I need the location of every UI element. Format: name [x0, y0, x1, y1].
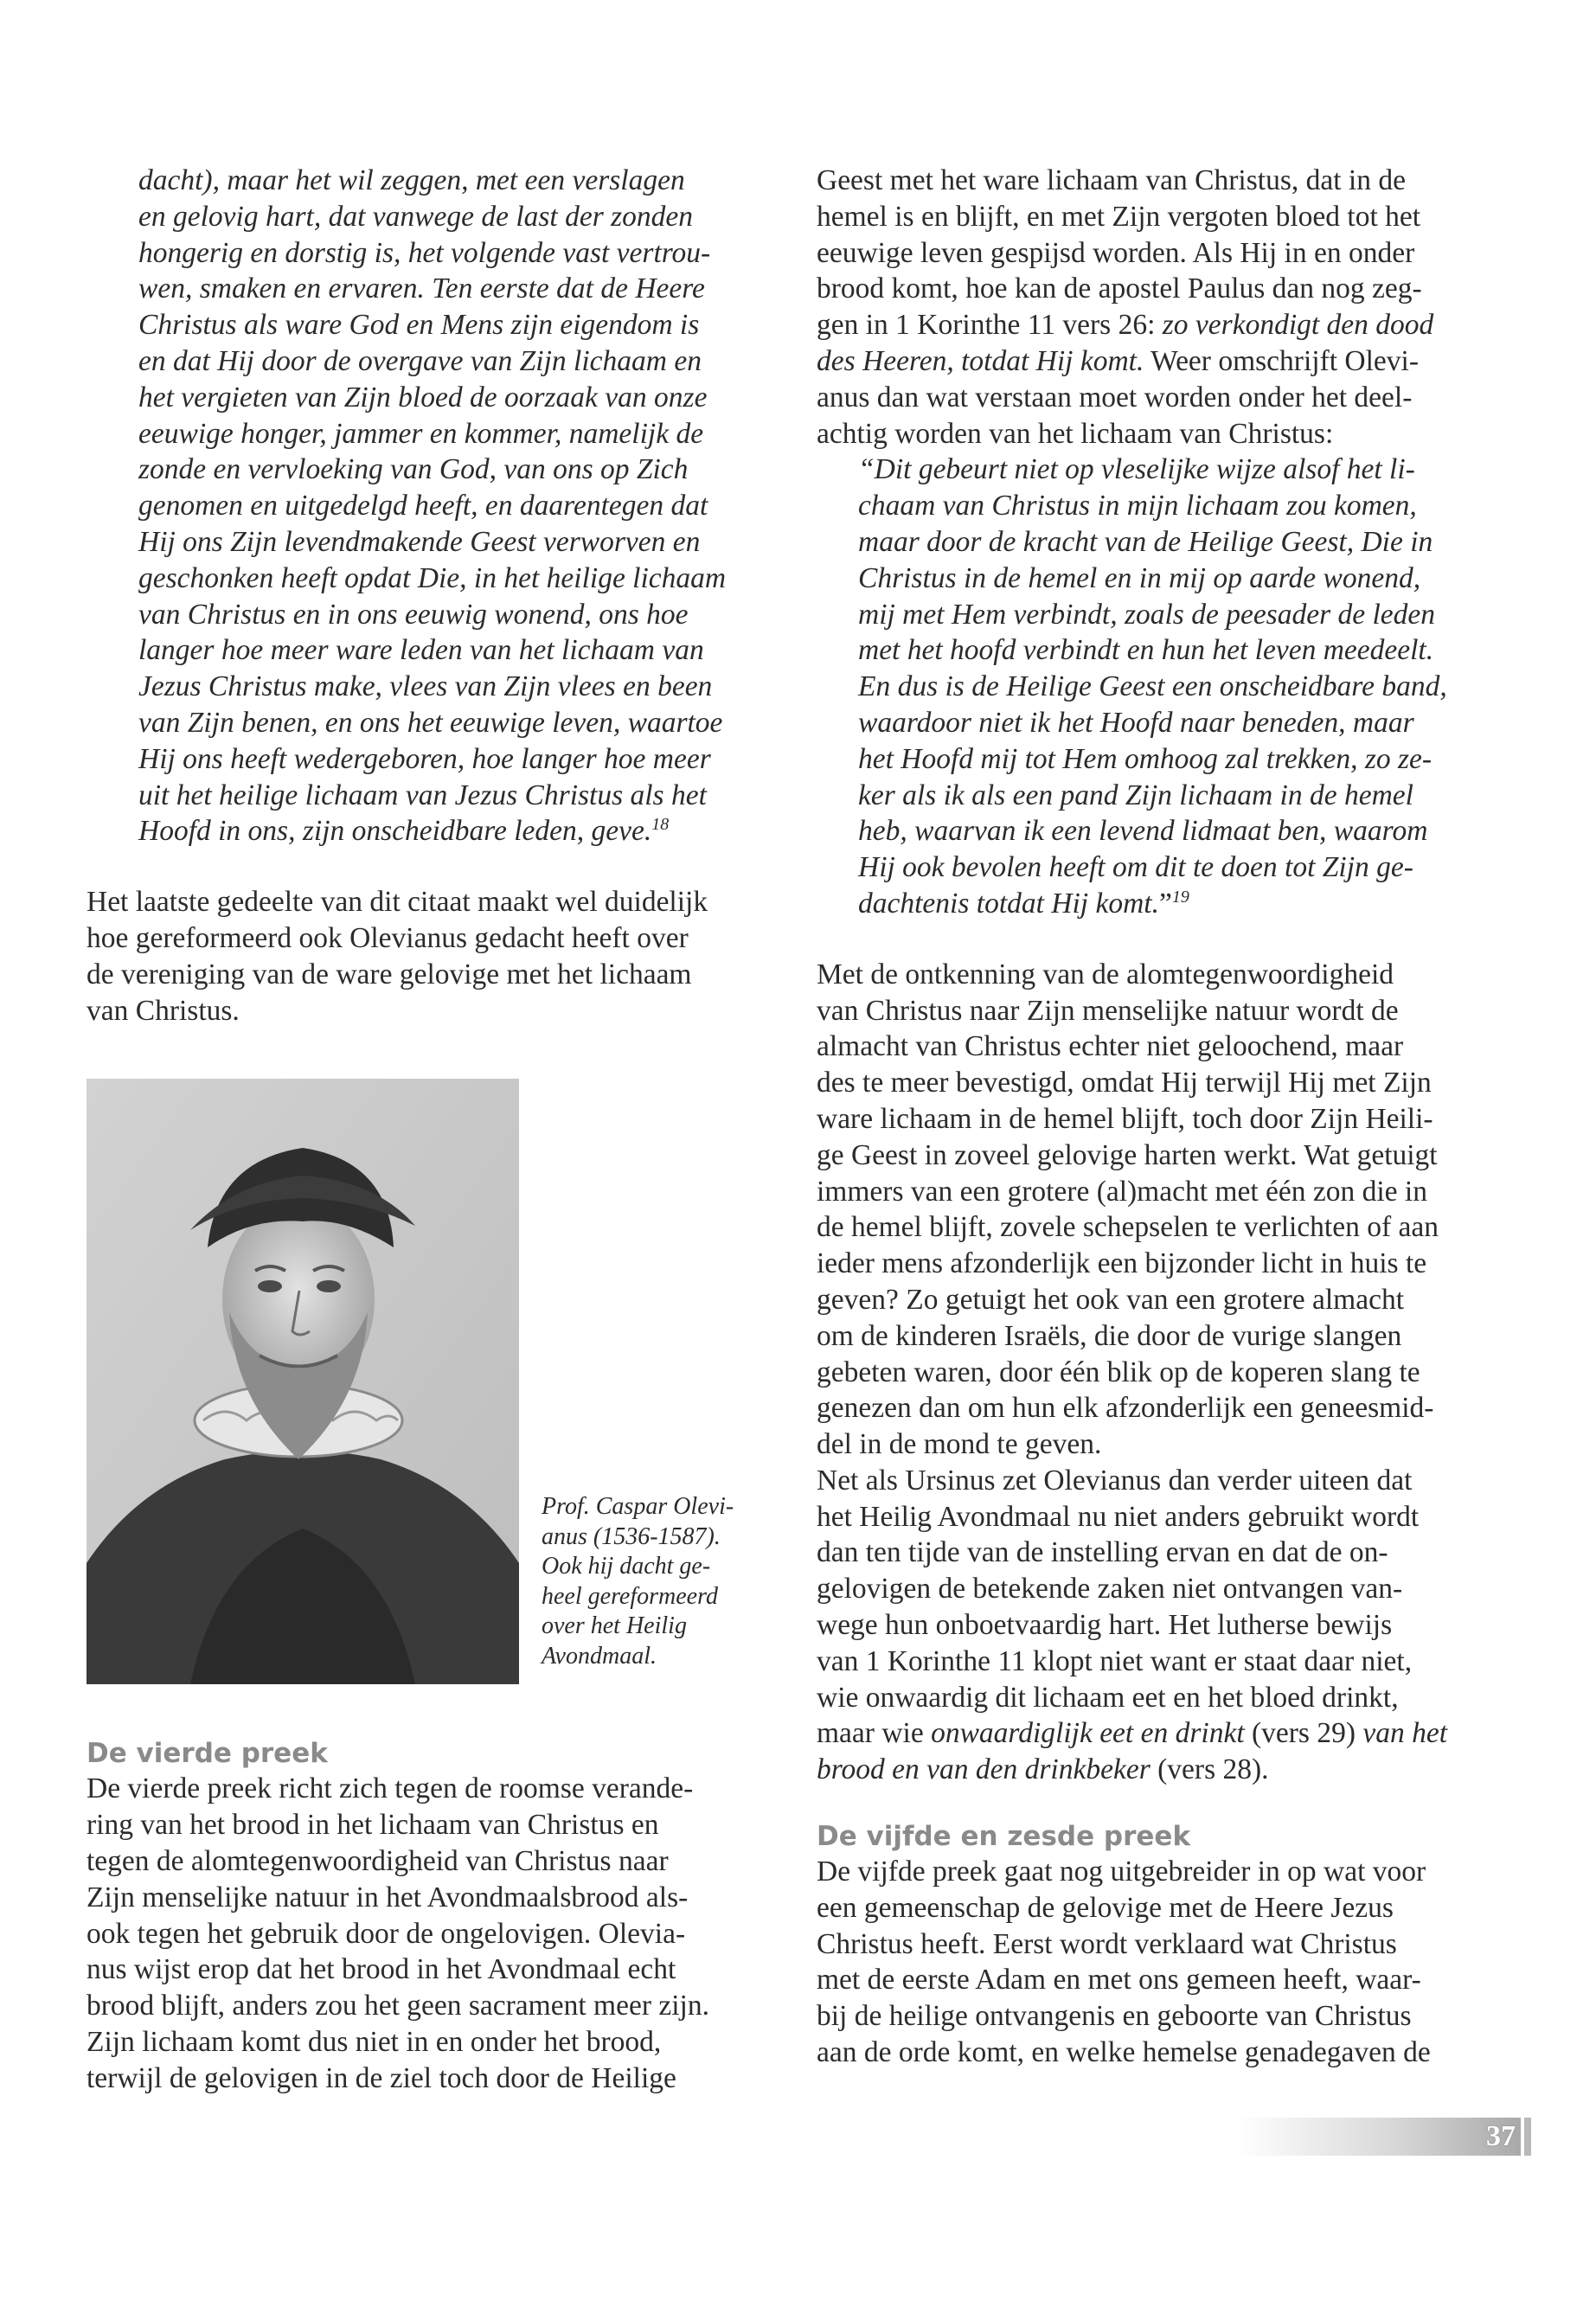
text-line: de vereniging van de ware gelovige met het lichaam — [87, 958, 692, 990]
quote-line: Hij ons Zijn levendmakende Geest verworven en — [138, 525, 701, 558]
portrait-engraving — [87, 1079, 519, 1684]
footnote-ref-18[interactable]: 18 — [651, 815, 670, 835]
text-line: nus wijst erop dat het brood in het Avondmaal echt — [87, 1953, 676, 1986]
quote-line: wen, smaken en ervaren. Ten eerste dat de Heere — [138, 272, 705, 305]
text-line: des te meer bevestigd, omdat Hij terwijl Hij met Zijn — [817, 1067, 1432, 1099]
quote-line: het Hoofd mij tot Hem omhoog zal trekken, zo ze- — [858, 742, 1433, 775]
text-line: ieder mens afzonderlijk een bijzonder licht in huis te — [817, 1247, 1427, 1280]
scripture-quote: des Heeren, totdat Hij komt. — [817, 344, 1144, 377]
spacer — [817, 1788, 1488, 1819]
quote-line: van Christus en in ons eeuwig wonend, ons hoe — [138, 598, 689, 631]
paragraph-almacht — [817, 957, 1488, 1463]
text-line: Zijn menselijke natuur in het Avondmaalsbrood als- — [87, 1881, 689, 1913]
quote-line: zonde en vervloeking van God, van ons op Zich — [138, 453, 689, 486]
text-line: De vierde preek richt zich tegen de roomse verande- — [87, 1772, 694, 1805]
text-line: Net als Ursinus zet Olevianus dan verder uiteen dat — [817, 1464, 1413, 1497]
text-line: van Christus naar Zijn menselijke natuur wordt de — [817, 994, 1399, 1027]
scripture-quote: brood en van den drinkbeker — [817, 1753, 1151, 1786]
text-line: genezen dan om hun elk afzonderlijk een geneesmid- — [817, 1392, 1434, 1425]
paragraph-ursinus — [817, 1463, 1488, 1788]
quote-line: Hij ons heeft wedergeboren, hoe langer hoe meer — [138, 742, 711, 775]
left-column — [87, 163, 761, 2097]
quote-block-right — [817, 452, 1488, 921]
text-line: ge Geest in zoveel gelovige harten werkt. Wat getuigt — [817, 1138, 1438, 1171]
text-line: Het laatste gedeelte van dit citaat maakt wel duidelijk — [87, 886, 708, 919]
footnote-ref-19[interactable]: 19 — [1171, 887, 1189, 907]
quote-line: langer hoe meer ware leden van het lichaam van — [138, 634, 704, 667]
text-line: ware lichaam in de hemel blijft, toch door Zijn Heili- — [817, 1102, 1433, 1135]
caption-line: Avondmaal. — [542, 1642, 657, 1670]
text-line: wie onwaardig dit lichaam eet en het bloed drinkt, — [817, 1681, 1399, 1714]
quote-line: hongerig en dorstig is, het volgende vast vertrou- — [138, 236, 711, 269]
text-line: met de eerste Adam en met ons gemeen heeft, waar- — [817, 1964, 1421, 1997]
right-column — [817, 163, 1488, 2071]
portrait-caption — [542, 1492, 758, 1671]
paragraph-vierde-preek — [87, 1771, 761, 2096]
quote-line: Jezus Christus make, vlees van Zijn vlees en been — [138, 670, 713, 703]
spacer — [817, 922, 1488, 957]
quote-line: van Zijn benen, en ons het eeuwige leven, waartoe — [138, 706, 723, 739]
text-line-mixed — [817, 1715, 1488, 1752]
quote-line: Hij ook bevolen heeft om dit te doen tot Zijn ge- — [858, 851, 1413, 884]
text-line: om de kinderen Israëls, die door de vurige slangen — [817, 1319, 1402, 1352]
text-line: bij de heilige ontvangenis en geboorte van Christus — [817, 2000, 1412, 2033]
page-number-edge — [1524, 2118, 1531, 2156]
text-line: gelovigen de betekende zaken niet ontvangen van- — [817, 1573, 1403, 1606]
paragraph-vijfde-preek — [817, 1854, 1488, 2071]
text-line: anus dan wat verstaan moet worden onder het deel- — [817, 381, 1413, 413]
text-line: brood komt, hoe kan de apostel Paulus dan nog zeg- — [817, 272, 1422, 305]
text-line: Met de ontkenning van de alomtegenwoordigheid — [817, 958, 1394, 990]
text-line-mixed — [817, 1752, 1488, 1788]
quote-line: En dus is de Heilige Geest een onscheidbare band, — [858, 670, 1447, 703]
text-line: ook tegen het gebruik door de ongelovigen. Olevia- — [87, 1917, 686, 1950]
text-line: geven? Zo getuigt het ook van een grotere almacht — [817, 1283, 1405, 1316]
text-line: Christus heeft. Eerst wordt verklaard wat Christus — [817, 1927, 1397, 1960]
text-line: achtig worden van het lichaam van Christus: — [817, 417, 1334, 450]
paragraph-intro — [817, 163, 1488, 452]
text-line: Zijn lichaam komt dus niet in en onder het brood, — [87, 2025, 662, 2058]
text-line: wege hun onboetvaardig hart. Het lutherse bewijs — [817, 1609, 1393, 1642]
quote-line: “Dit gebeurt niet op vleselijke wijze alsof het li- — [858, 453, 1415, 486]
text-line: terwijl de gelovigen in de ziel toch door de Heilige — [87, 2061, 676, 2094]
quote-last-text: Hoofd in ons, zijn onscheidbare leden, geve. — [138, 815, 652, 848]
text-line: de hemel blijft, zovele schepselen te verlichten of aan — [817, 1211, 1439, 1244]
quote-line: chaam van Christus in mijn lichaam zou komen, — [858, 490, 1417, 522]
quote-block-left — [87, 163, 761, 849]
caption-line: anus (1536-1587). — [542, 1522, 721, 1550]
caption-line: heel gereformeerd — [542, 1582, 718, 1610]
text-line: eeuwige leven gespijsd worden. Als Hij in en onder — [817, 236, 1415, 269]
portrait-image — [87, 1079, 519, 1684]
quote-last-text: dachtenis totdat Hij komt. — [858, 887, 1159, 920]
quote-line: het vergieten van Zijn bloed de oorzaak van onze — [138, 381, 708, 413]
text-line: brood blijft, anders zou het geen sacrament meer zijn. — [87, 1990, 709, 2022]
quote-line: ker als ik als een pand Zijn lichaam in de hemel — [858, 779, 1413, 811]
text-span: (vers 29) — [1244, 1717, 1363, 1750]
text-line: del in de mond te geven. — [817, 1428, 1102, 1461]
text-line: Geest met het ware lichaam van Christus, dat in de — [817, 164, 1406, 196]
page-number: 37 — [1486, 2120, 1516, 2152]
quote-line: dacht), maar het wil zeggen, met een verslagen — [138, 164, 685, 196]
caption-line: over het Heilig — [542, 1612, 687, 1640]
text-line-mixed — [817, 307, 1488, 343]
text-line: hoe gereformeerd ook Olevianus gedacht heeft over — [87, 921, 689, 954]
quote-line: Christus in de hemel en in mij op aarde wonend, — [858, 561, 1421, 594]
text-line: een gemeenschap de gelovige met de Heere Jezus — [817, 1891, 1394, 1924]
spacer — [87, 849, 761, 884]
quote-line: waardoor niet ik het Hoofd naar beneden, maar — [858, 706, 1414, 739]
text-line: aan de orde komt, en welke hemelse genadegaven de — [817, 2036, 1431, 2069]
caption-line: Ook hij dacht ge- — [542, 1553, 711, 1580]
text-span: Weer omschrijft Olevi- — [1144, 344, 1419, 377]
quote-line-last — [138, 813, 761, 849]
section-heading-vierde-preek: De vierde preek — [87, 1738, 328, 1770]
quote-line: geschonken heeft opdat Die, in het heilige lichaam — [138, 561, 727, 594]
quote-line: en dat Hij door de overgave van Zijn lichaam en — [138, 344, 702, 377]
scripture-quote: onwaardiglijk eet en drinkt — [931, 1717, 1245, 1750]
text-span: gen in 1 Korinthe 11 vers 26: — [817, 309, 1163, 342]
quote-close-mark: ” — [1159, 887, 1172, 920]
quote-line: mij met Hem verbindt, zoals de peesader de leden — [858, 598, 1436, 631]
text-line: dan ten tijde van de instelling ervan en dat de on- — [817, 1536, 1388, 1569]
quote-line: heb, waarvan ik een levend lidmaat ben, waarom — [858, 815, 1428, 848]
text-line: immers van een grotere (al)macht met één zon die in — [817, 1175, 1427, 1208]
section-heading-vijfde-zesde-preek: De vijfde en zesde preek — [817, 1821, 1191, 1853]
text-line: De vijfde preek gaat nog uitgebreider in op wat voor — [817, 1856, 1426, 1888]
text-line: almacht van Christus echter niet geloochend, maar — [817, 1030, 1404, 1063]
quote-line: eeuwige honger, jammer en kommer, namelijk de — [138, 417, 704, 450]
portrait-figure — [87, 1079, 761, 1736]
quote-line-last — [858, 886, 1488, 922]
quote-line: en gelovig hart, dat vanwege de last der zonden — [138, 200, 694, 233]
paragraph-conclusion — [87, 884, 761, 1029]
text-span: maar wie — [817, 1717, 932, 1750]
text-line: het Heilig Avondmaal nu niet anders gebruikt wordt — [817, 1500, 1420, 1533]
text-line-mixed — [817, 343, 1488, 380]
quote-line: uit het heilige lichaam van Jezus Christus als het — [138, 779, 707, 811]
scripture-quote: van het — [1362, 1717, 1448, 1750]
text-line: ring van het brood in het lichaam van Christus en — [87, 1809, 659, 1842]
quote-line: met het hoofd verbindt en hun het leven meedeelt. — [858, 634, 1434, 667]
text-line: van 1 Korinthe 11 klopt niet want er staat daar niet, — [817, 1644, 1413, 1677]
text-line: hemel is en blijft, en met Zijn vergoten bloed tot het — [817, 200, 1421, 233]
caption-line: Prof. Caspar Olevi- — [542, 1493, 734, 1521]
text-line: van Christus. — [87, 994, 240, 1027]
text-span: (vers 28). — [1150, 1753, 1269, 1786]
quote-line: genomen en uitgedelgd heeft, en daarentegen dat — [138, 490, 708, 522]
scripture-quote: zo verkondigt den dood — [1162, 309, 1434, 342]
text-line: tegen de alomtegenwoordigheid van Christus naar — [87, 1844, 669, 1877]
quote-line: maar door de kracht van de Heilige Geest, Die in — [858, 525, 1433, 558]
quote-line: Christus als ware God en Mens zijn eigendom is — [138, 309, 700, 342]
text-line: gebeten waren, door één blik op de koperen slang te — [817, 1356, 1420, 1388]
